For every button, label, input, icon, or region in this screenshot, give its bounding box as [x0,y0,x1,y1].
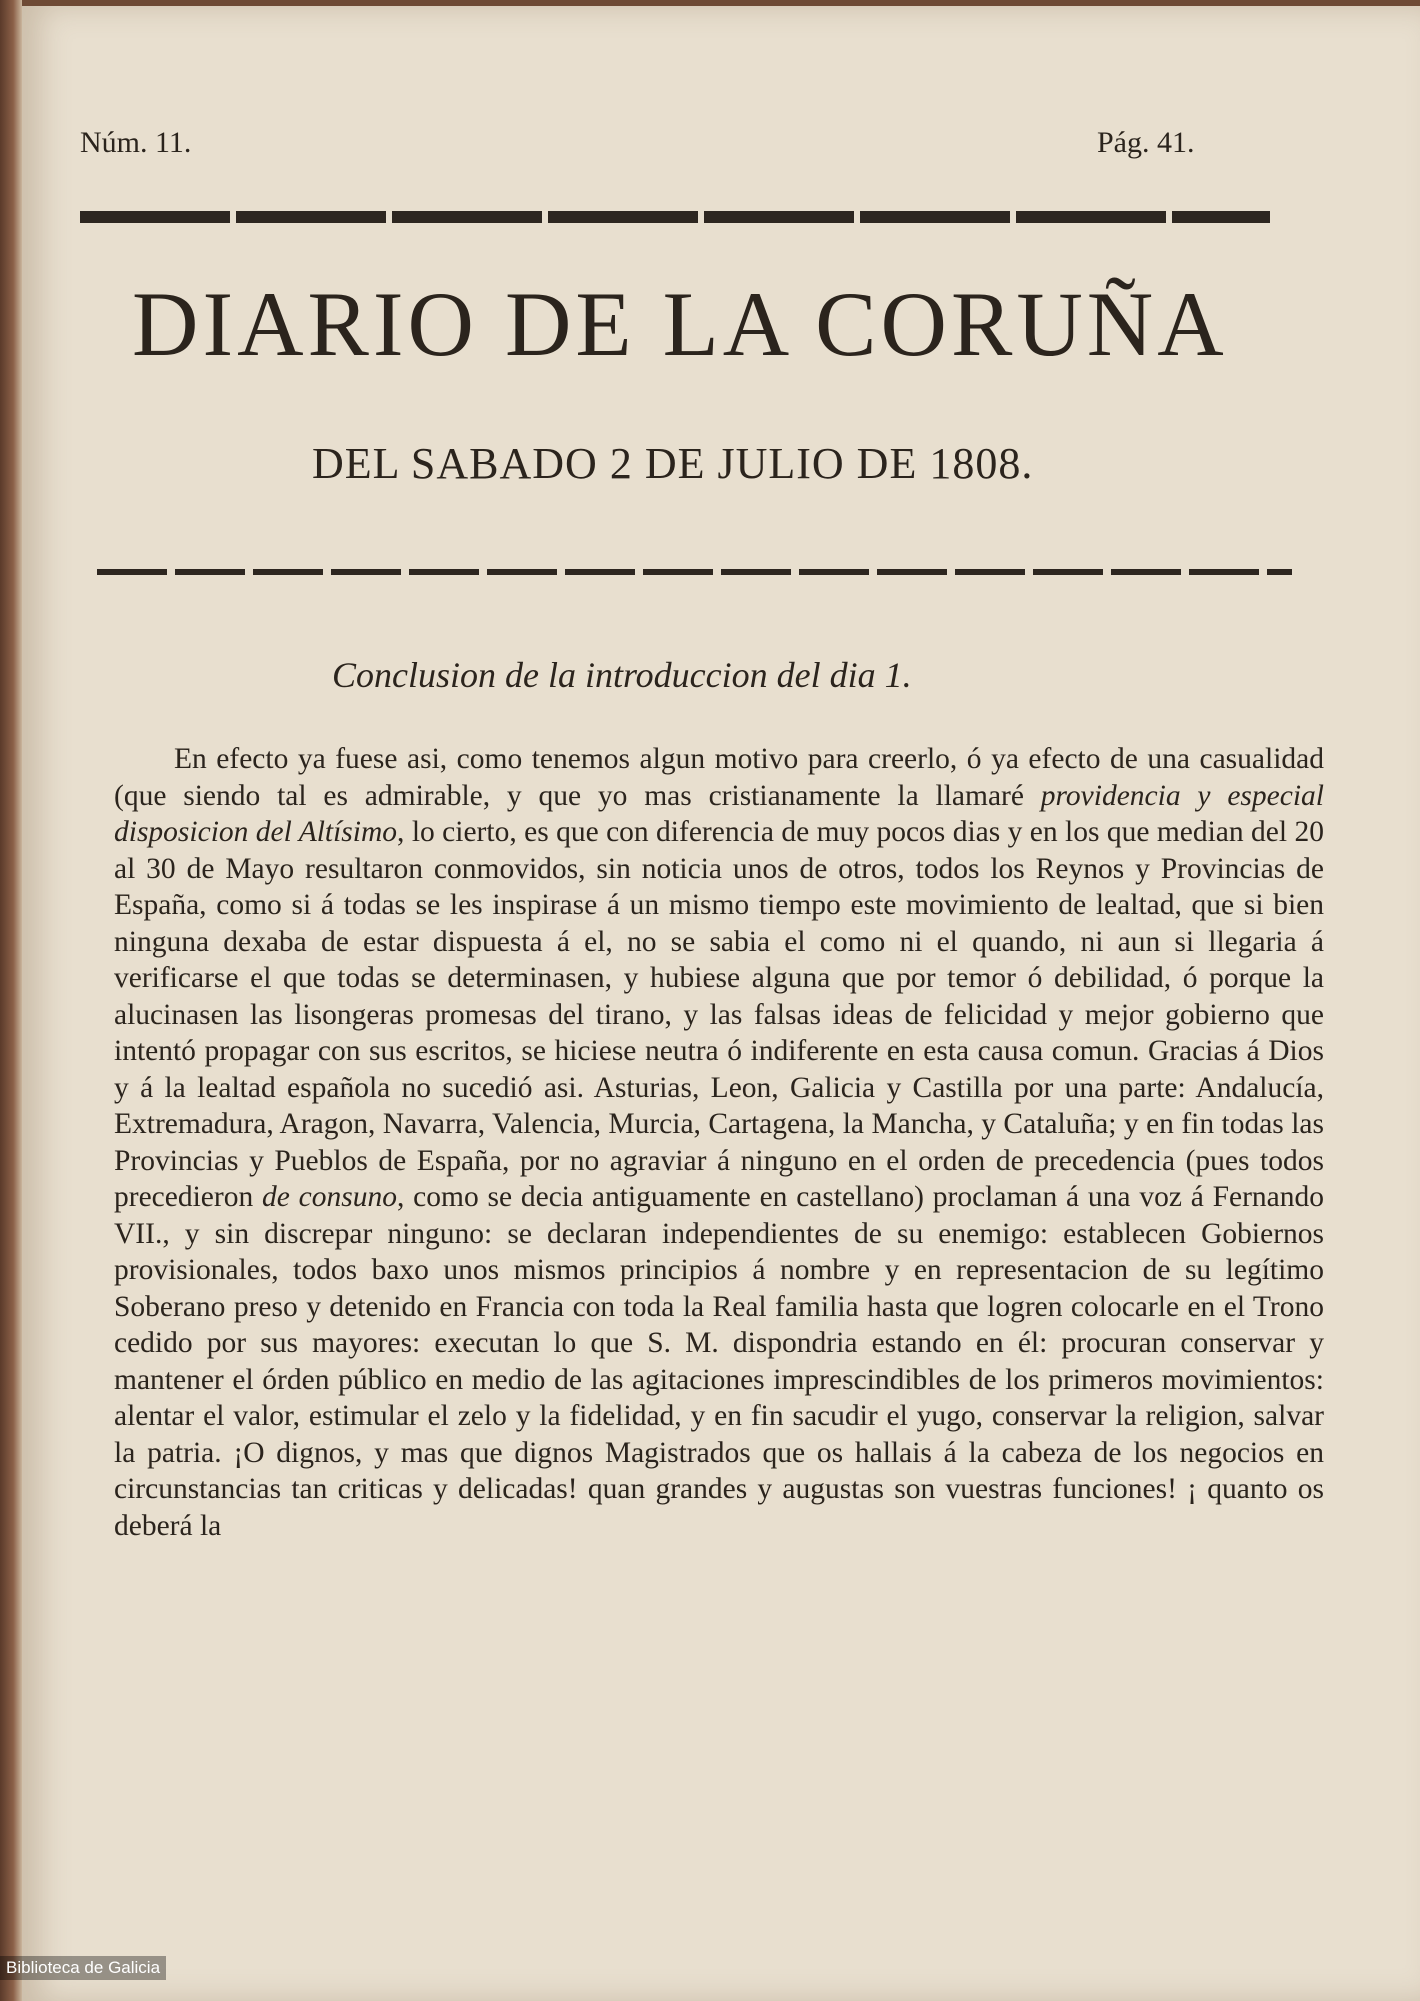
newspaper-page [22,6,1420,2001]
article-emphasis-2: de consuno [262,1181,397,1213]
article-text-3: , como se decia antiguamente en castellano) proclaman á una voz á Fernando VII., y sin discrepar ninguno: se declaran independientes de su enemigo: establecen Gobiernos provisionales, todos baxo unos mismos principios á nombre y en representacion de su legítimo Soberano preso y detenido en Francia con toda la Real familia hasta que logren colocarle en el Trono cedido por sus mayores: executan lo que S. M. dispondria estando en él: procuran conservar y mantener el órden público en medio de las agitaciones imprescindibles de los primeros movimientos: alentar el valor, estimular el zelo y la fidelidad, y en fin sacudir el yugo, conservar la religion, salvar la patria. ¡O dignos, y mas que dignos Magistrados que os hallais á la cabeza de los negocios en circunstancias tan criticas y delicadas! quan grandes y augustas son vuestras funciones! ¡ quanto os deberá la [114,1181,1325,1542]
page-number: Pág. 41. [1097,126,1195,159]
article-text-1: En efecto ya fuese asi, como tenemos algun motivo para creerlo, ó ya efecto de una casualidad (que siendo tal es admirable, y que yo mas cristianamente la llamaré [114,743,1324,812]
book-spine [0,0,22,2001]
top-rule [80,211,1270,223]
article-body [114,741,1324,1544]
separator-rule [97,569,1292,575]
article-heading: Conclusion de la introduccion del dia 1. [332,655,912,695]
issue-number: Núm. 11. [80,126,192,159]
newspaper-title: DIARIO DE LA CORUÑA [132,273,1228,375]
library-credit: Biblioteca de Galicia [0,1956,166,1980]
issue-date: DEL SABADO 2 DE JULIO DE 1808. [312,439,1034,488]
article-text-2: , lo cierto, es que con diferencia de muy pocos dias y en los que median del 20 al 30 de Mayo resultaron conmovidos, sin noticia unos de otros, todos los Reynos y Provincias de España, como si á todas se les inspirase á un mismo tiempo este movimiento de lealtad, que si bien ninguna dexaba de estar dispuesta á el, no se sabia el como ni el quando, ni aun si llegaria á verificarse el que todas se determinasen, y hubiese alguna que por temor ó debilidad, ó porque la alucinasen las lisongeras promesas del tirano, y las falsas ideas de felicidad y mejor gobierno que intentó propagar con sus escritos, se hiciese neutra ó indiferente en esta causa comun. Gracias á Dios y á la lealtad española no sucedió asi. Asturias, Leon, Galicia y Castilla por una parte: Andalucía, Extremadura, Aragon, Navarra, Valencia, Murcia, Cartagena, la Mancha, y Cataluña; y en fin todas las Provincias y Pueblos de España, por no agraviar á ninguno en el orden de precedencia (pues todos precedieron [114,816,1324,1213]
article-emphasis-1: providencia y especial disposicion del Altísimo [114,779,1324,848]
